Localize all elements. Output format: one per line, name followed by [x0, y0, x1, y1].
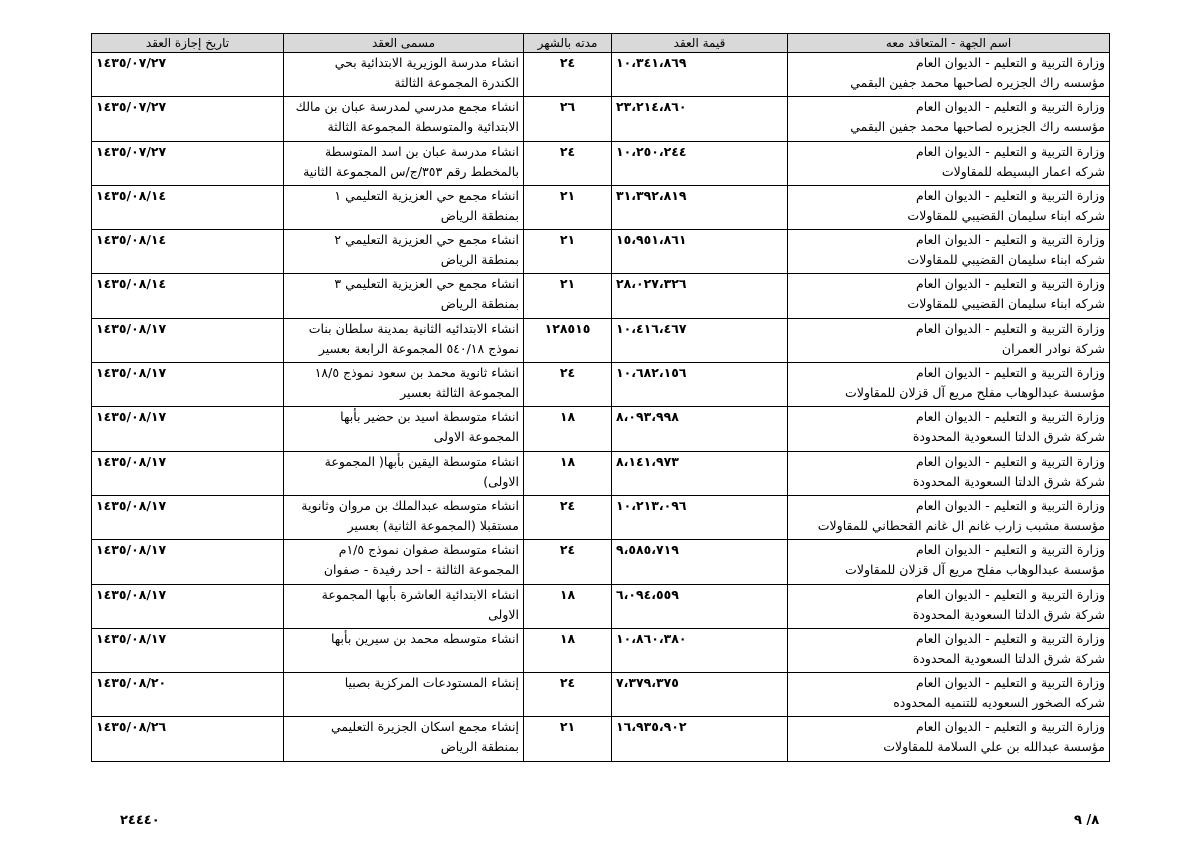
- party-cell-line: وزارة التربية و التعليم - الديوان العام: [915, 99, 1105, 115]
- party-cell: [788, 540, 1110, 584]
- header-name: مسمى العقد: [284, 34, 524, 53]
- party-cell-line: شركه ابناء سليمان القضيبي للمقاولات: [907, 207, 1105, 223]
- party-cell: [788, 363, 1110, 407]
- party-cell-line: وزارة التربية و التعليم - الديوان العام: [915, 232, 1105, 248]
- table-row: [92, 407, 1110, 451]
- contract-name-cell: [284, 628, 524, 672]
- duration-cell-line: ٢٤: [559, 365, 576, 381]
- value-cell: [612, 628, 788, 672]
- party-cell-line: شركه الصخور السعوديه للتنميه المحدوده: [893, 695, 1105, 711]
- duration-cell: [524, 97, 612, 141]
- date-cell: [92, 363, 284, 407]
- table-row: [92, 495, 1110, 539]
- duration-cell: [524, 451, 612, 495]
- contract-name-cell-line: بالمخطط رقم ٣٥٣/ج/س المجموعة الثانية: [303, 163, 519, 179]
- value-cell: [612, 584, 788, 628]
- date-cell-line: ١٤٣٥/٠٨/١٧: [96, 320, 167, 336]
- table-row: [92, 717, 1110, 761]
- duration-cell-line: ٢٤: [559, 55, 576, 70]
- party-cell: [788, 185, 1110, 229]
- party-cell-line: وزارة التربية و التعليم - الديوان العام: [915, 586, 1105, 602]
- contract-name-cell-line: المجموعة الثالثة - احد رفيدة - صفوان: [323, 562, 519, 578]
- table-row: [92, 318, 1110, 362]
- date-cell-line: ١٤٣٥/٠٨/١٧: [96, 497, 167, 513]
- table-row: [92, 628, 1110, 672]
- contract-name-cell-line: الكندرة المجموعة الثالثة: [394, 75, 519, 90]
- date-cell-line: ١٤٣٥/٠٨/١٧: [96, 365, 167, 381]
- date-cell: [92, 141, 284, 185]
- table-row: [92, 274, 1110, 318]
- contract-name-cell-line: بمنطقة الرياض: [440, 739, 519, 755]
- value-cell-line: ٣١،٣٩٢،٨١٩: [616, 187, 687, 203]
- date-cell: [92, 584, 284, 628]
- party-cell-line: مؤسسة عبدالله بن علي السلامة للمقاولات: [883, 739, 1105, 755]
- party-cell-line: وزارة التربية و التعليم - الديوان العام: [915, 675, 1105, 691]
- contract-name-cell-line: انشاء الابتدائيه الثانية بمدينة سلطان بنات: [308, 320, 519, 336]
- date-cell: [92, 407, 284, 451]
- contract-name-cell-line: مستقبلا (المجموعة الثانية) بعسير: [347, 517, 519, 533]
- value-cell: [612, 141, 788, 185]
- party-cell-line: مؤسسه راك الجزيره لصاحبها محمد جفين البقمي: [850, 75, 1105, 90]
- contract-name-cell: [284, 318, 524, 362]
- party-cell-line: مؤسسة عبدالوهاب مفلح مريع آل قزلان للمقاولات: [845, 385, 1105, 401]
- duration-cell: [524, 141, 612, 185]
- contract-name-cell: [284, 185, 524, 229]
- contract-name-cell: [284, 230, 524, 274]
- duration-cell-line: ٢٤: [559, 143, 576, 159]
- contract-name-cell-line: إنشاء المستودعات المركزية بصبيا: [344, 675, 519, 691]
- value-cell-line: ١٠،٣٤١،٨٦٩: [616, 55, 687, 70]
- contract-name-cell-line: انشاء متوسطه محمد بن سيرين بأبها: [330, 630, 519, 646]
- table-row: [92, 97, 1110, 141]
- value-cell: [612, 274, 788, 318]
- date-cell: [92, 540, 284, 584]
- party-cell: [788, 628, 1110, 672]
- contract-name-cell-line: انشاء الابتدائية العاشرة بأبها المجموعة: [321, 586, 519, 602]
- contract-name-cell-line: انشاء متوسطه عبدالملك بن مروان وثانوية: [301, 497, 519, 513]
- date-cell-line: ١٤٣٥/٠٨/١٧: [96, 586, 167, 602]
- duration-cell: [524, 185, 612, 229]
- party-cell-line: شركه ابناء سليمان القضيبي للمقاولات: [907, 252, 1105, 268]
- page-number: ٨/ ٩: [1074, 813, 1100, 828]
- value-cell-line: ٢٣،٢١٤،٨٦٠: [616, 99, 687, 115]
- table-row: [92, 141, 1110, 185]
- contract-name-cell-line: بمنطقة الرياض: [440, 252, 519, 268]
- value-cell-line: ٧،٣٧٩،٣٧٥: [616, 675, 679, 691]
- duration-cell-line: ٢٦: [559, 99, 576, 115]
- contract-name-cell: [284, 540, 524, 584]
- duration-cell: [524, 584, 612, 628]
- contract-name-cell: [284, 673, 524, 717]
- value-cell-line: ١٠،٢٥٠،٢٤٤: [616, 143, 687, 159]
- party-cell: [788, 274, 1110, 318]
- value-cell: [612, 407, 788, 451]
- party-cell-line: وزارة التربية و التعليم - الديوان العام: [915, 497, 1105, 513]
- table-row: [92, 540, 1110, 584]
- duration-cell: [524, 363, 612, 407]
- duration-cell: [524, 628, 612, 672]
- contract-name-cell-line: نموذج ٥٤٠/١٨ المجموعة الرابعة بعسير: [318, 340, 519, 356]
- party-cell-line: وزارة التربية و التعليم - الديوان العام: [915, 719, 1105, 735]
- party-cell-line: وزارة التربية و التعليم - الديوان العام: [915, 365, 1105, 381]
- contract-name-cell: [284, 407, 524, 451]
- header-party: اسم الجهة - المتعاقد معه: [788, 34, 1110, 53]
- date-cell: [92, 97, 284, 141]
- table-row: [92, 185, 1110, 229]
- value-cell-line: ١٠،٢١٣،٠٩٦: [616, 497, 687, 513]
- value-cell: [612, 185, 788, 229]
- value-cell-line: ١٠،٦٨٢،١٥٦: [616, 365, 687, 381]
- party-cell: [788, 495, 1110, 539]
- value-cell-line: ٨،٠٩٣،٩٩٨: [616, 409, 679, 425]
- party-cell-line: مؤسسة مشبب زارب غانم ال غانم القحطاني للمقاولات: [817, 517, 1105, 533]
- value-cell: [612, 673, 788, 717]
- duration-cell: [524, 717, 612, 761]
- contract-name-cell-line: انشاء متوسطة اسيد بن حضير بأبها: [340, 409, 519, 425]
- duration-cell: [524, 230, 612, 274]
- date-cell: [92, 673, 284, 717]
- party-cell: [788, 97, 1110, 141]
- party-cell-line: وزارة التربية و التعليم - الديوان العام: [915, 276, 1105, 292]
- party-cell-line: وزارة التربية و التعليم - الديوان العام: [915, 453, 1105, 469]
- date-cell-line: ١٤٣٥/٠٧/٢٧: [96, 99, 167, 115]
- party-cell-line: شركه اعمار البسيطه للمقاولات: [941, 163, 1105, 179]
- contract-name-cell: [284, 274, 524, 318]
- contract-name-cell: [284, 584, 524, 628]
- contract-name-cell-line: المجموعة الاولى: [433, 429, 519, 445]
- party-cell-line: مؤسسه راك الجزيره لصاحبها محمد جفين البقمي: [850, 119, 1105, 135]
- value-cell: [612, 717, 788, 761]
- party-cell: [788, 53, 1110, 97]
- value-cell: [612, 230, 788, 274]
- party-cell-line: شركة نوادر العمران: [1001, 340, 1105, 356]
- value-cell: [612, 540, 788, 584]
- contract-name-cell: [284, 141, 524, 185]
- contract-name-cell-line: انشاء مجمع مدرسي لمدرسة عبان بن مالك: [295, 99, 519, 115]
- contract-name-cell-line: بمنطقة الرياض: [440, 296, 519, 312]
- party-cell-line: وزارة التربية و التعليم - الديوان العام: [915, 187, 1105, 203]
- party-cell-line: وزارة التربية و التعليم - الديوان العام: [915, 143, 1105, 159]
- date-cell-line: ١٤٣٥/٠٨/١٧: [96, 630, 167, 646]
- date-cell-line: ١٤٣٥/٠٧/٢٧: [96, 55, 167, 70]
- header-date: تاريخ إجازة العقد: [92, 34, 284, 53]
- date-cell-line: ١٤٣٥/٠٨/١٧: [96, 453, 167, 469]
- duration-cell: [524, 495, 612, 539]
- party-cell: [788, 230, 1110, 274]
- table-row: [92, 230, 1110, 274]
- date-cell-line: ١٤٣٥/٠٨/٢٠: [96, 675, 167, 691]
- contract-name-cell-line: بمنطقة الرياض: [440, 207, 519, 223]
- contract-name-cell: [284, 717, 524, 761]
- contract-name-cell-line: انشاء مجمع حي العزيزية التعليمي ٣: [334, 276, 519, 292]
- contract-name-cell-line: انشاء مجمع حي العزيزية التعليمي ٢: [334, 232, 519, 248]
- date-cell-line: ١٤٣٥/٠٨/١٤: [96, 232, 167, 248]
- date-cell: [92, 495, 284, 539]
- party-cell: [788, 318, 1110, 362]
- table-row: [92, 584, 1110, 628]
- contract-name-cell-line: الابتدائية والمتوسطة المجموعة الثالثة: [327, 119, 519, 135]
- duration-cell: [524, 318, 612, 362]
- party-cell: [788, 673, 1110, 717]
- date-cell: [92, 451, 284, 495]
- duration-cell: [524, 407, 612, 451]
- contracts-sheet: [91, 33, 1109, 762]
- party-cell-line: وزارة التربية و التعليم - الديوان العام: [915, 409, 1105, 425]
- date-cell-line: ١٤٣٥/٠٨/٢٦: [96, 719, 167, 735]
- value-cell-line: ٢٨،٠٢٧،٣٢٦: [616, 276, 687, 292]
- table-body: [92, 53, 1110, 762]
- value-cell-line: ٨،١٤١،٩٧٣: [616, 453, 679, 469]
- party-cell-line: وزارة التربية و التعليم - الديوان العام: [915, 320, 1105, 336]
- contract-name-cell-line: الاولى: [488, 606, 519, 622]
- date-cell: [92, 274, 284, 318]
- party-cell-line: وزارة التربية و التعليم - الديوان العام: [915, 630, 1105, 646]
- duration-cell-line: ١٢٨٥١٥: [544, 320, 591, 336]
- party-cell: [788, 141, 1110, 185]
- contract-name-cell: [284, 495, 524, 539]
- contract-name-cell-line: الاولى): [483, 473, 519, 489]
- value-cell: [612, 451, 788, 495]
- party-cell-line: شركة شرق الدلتا السعودية المحدودة: [912, 606, 1105, 622]
- header-duration: مدته بالشهر: [524, 34, 612, 53]
- date-cell-line: ١٤٣٥/٠٧/٢٧: [96, 143, 167, 159]
- duration-cell: [524, 540, 612, 584]
- duration-cell-line: ١٨: [559, 409, 576, 425]
- value-cell: [612, 97, 788, 141]
- party-cell: [788, 451, 1110, 495]
- value-cell: [612, 53, 788, 97]
- party-cell-line: شركة شرق الدلتا السعودية المحدودة: [912, 650, 1105, 666]
- party-cell: [788, 407, 1110, 451]
- duration-cell-line: ١٨: [559, 630, 576, 646]
- duration-cell-line: ٢١: [559, 276, 576, 292]
- date-cell: [92, 628, 284, 672]
- table-header-row: [92, 34, 1110, 53]
- contract-name-cell-line: انشاء مدرسة عبان بن اسد المتوسطة: [324, 143, 519, 159]
- contract-name-cell-line: انشاء مدرسة الوزيرية الابتدائية بحي: [334, 55, 519, 70]
- contract-name-cell-line: إنشاء مجمع اسكان الجزيرة التعليمي: [331, 719, 519, 735]
- duration-cell: [524, 53, 612, 97]
- date-cell-line: ١٤٣٥/٠٨/١٤: [96, 187, 167, 203]
- value-cell: [612, 363, 788, 407]
- table-row: [92, 673, 1110, 717]
- party-cell-line: شركة شرق الدلتا السعودية المحدودة: [912, 429, 1105, 445]
- duration-cell-line: ٢٤: [559, 542, 576, 558]
- value-cell-line: ٩،٥٨٥،٧١٩: [616, 542, 679, 558]
- date-cell: [92, 318, 284, 362]
- contract-name-cell: [284, 97, 524, 141]
- contract-name-cell-line: انشاء متوسطة اليقين بأبها( المجموعة: [324, 453, 519, 469]
- value-cell-line: ١٥،٩٥١،٨٦١: [616, 232, 687, 248]
- date-cell: [92, 185, 284, 229]
- value-cell-line: ١٠،٤١٦،٤٦٧: [616, 320, 687, 336]
- contracts-table: [91, 33, 1110, 762]
- party-cell-line: شركه ابناء سليمان القضيبي للمقاولات: [907, 296, 1105, 312]
- party-cell-line: وزارة التربية و التعليم - الديوان العام: [915, 55, 1105, 70]
- duration-cell-line: ١٨: [559, 453, 576, 469]
- party-cell-line: وزارة التربية و التعليم - الديوان العام: [915, 542, 1105, 558]
- contract-name-cell-line: المجموعة الثالثة بعسير: [400, 385, 519, 401]
- duration-cell: [524, 673, 612, 717]
- party-cell-line: شركة شرق الدلتا السعودية المحدودة: [912, 473, 1105, 489]
- contract-name-cell: [284, 363, 524, 407]
- duration-cell-line: ٢٤: [559, 497, 576, 513]
- date-cell: [92, 53, 284, 97]
- date-cell-line: ١٤٣٥/٠٨/١٧: [96, 542, 167, 558]
- table-row: [92, 451, 1110, 495]
- duration-cell: [524, 274, 612, 318]
- value-cell: [612, 318, 788, 362]
- contract-name-cell-line: انشاء ثانوية محمد بن سعود نموذج ١٨/٥: [314, 365, 519, 381]
- date-cell: [92, 230, 284, 274]
- party-cell-line: مؤسسة عبدالوهاب مفلح مريع آل قزلان للمقاولات: [845, 562, 1105, 578]
- contract-name-cell: [284, 451, 524, 495]
- header-value: قيمة العقد: [612, 34, 788, 53]
- value-cell-line: ١٠،٨٦٠،٣٨٠: [616, 630, 687, 646]
- contract-name-cell: [284, 53, 524, 97]
- duration-cell-line: ٢١: [559, 719, 576, 735]
- value-cell-line: ٦،٠٩٤،٥٥٩: [616, 586, 679, 602]
- party-cell: [788, 717, 1110, 761]
- party-cell: [788, 584, 1110, 628]
- duration-cell-line: ٢٤: [559, 675, 576, 691]
- table-row: [92, 53, 1110, 97]
- contract-name-cell-line: انشاء متوسطة صفوان نموذج ١/٥م: [338, 542, 519, 558]
- date-cell: [92, 717, 284, 761]
- table-row: [92, 363, 1110, 407]
- contract-name-cell-line: انشاء مجمع حي العزيزية التعليمي ١: [334, 187, 519, 203]
- duration-cell-line: ٢١: [559, 232, 576, 248]
- date-cell-line: ١٤٣٥/٠٨/١٤: [96, 276, 167, 292]
- duration-cell-line: ٢١: [559, 187, 576, 203]
- duration-cell-line: ١٨: [559, 586, 576, 602]
- date-cell-line: ١٤٣٥/٠٨/١٧: [96, 409, 167, 425]
- value-cell-line: ١٦،٩٣٥،٩٠٢: [616, 719, 687, 735]
- document-number: ٢٤٤٤٠: [120, 813, 160, 828]
- value-cell: [612, 495, 788, 539]
